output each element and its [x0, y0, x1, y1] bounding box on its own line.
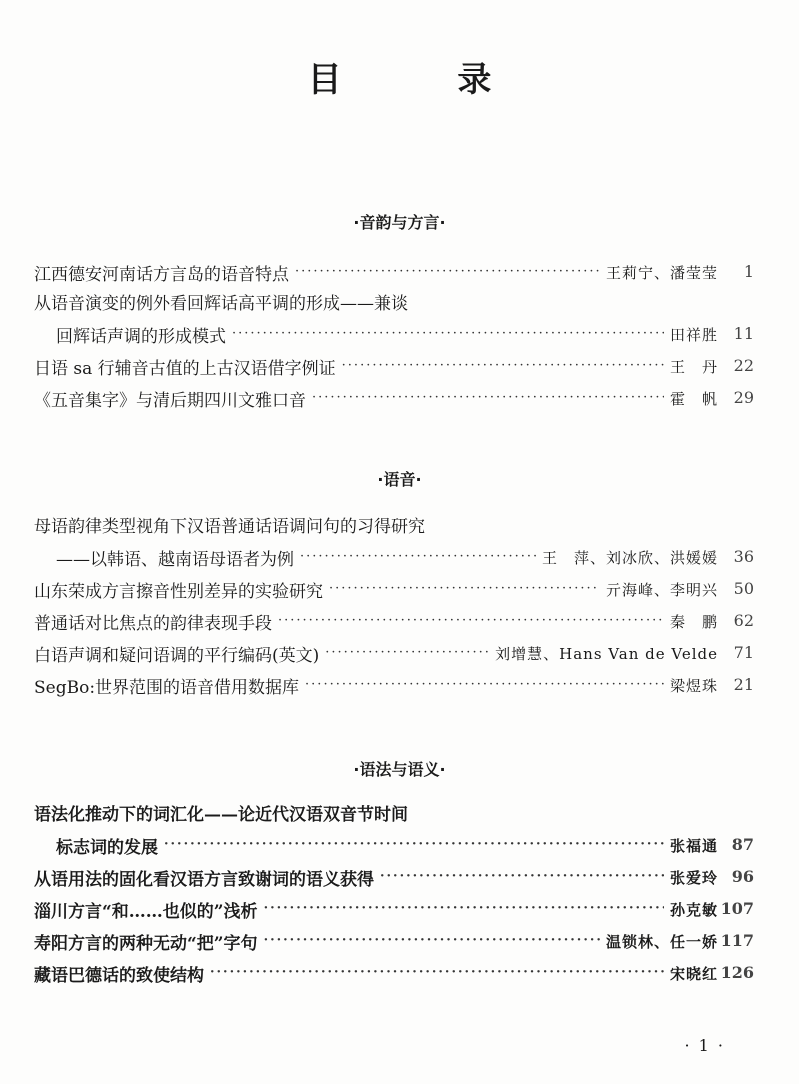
entry-author: 田祥胜 — [669, 325, 718, 344]
dot-leader — [300, 546, 536, 568]
entry-title: 语法化推动下的词汇化——论近代汉语双音节时间 — [34, 805, 408, 825]
dot-leader — [278, 610, 664, 632]
dot-leader — [329, 578, 600, 600]
dot-leader — [342, 355, 664, 377]
dot-leader — [325, 642, 489, 664]
toc-entry — [34, 930, 754, 962]
entry-page: 36 — [733, 547, 754, 566]
entry-author: 王莉宁、潘莹莹 — [605, 263, 718, 282]
entry-title: 白语声调和疑问语调的平行编码(英文) — [34, 645, 320, 666]
section-heading-phonology-dialects: ·音韵与方言· — [353, 213, 446, 232]
entry-title: 普通话对比焦点的韵律表现手段 — [34, 613, 272, 634]
toc-entry — [34, 355, 754, 387]
toc-section-1 — [34, 261, 754, 419]
entry-title: 山东荣成方言擦音性别差异的实验研究 — [34, 581, 323, 602]
section-heading-phonetics: ·语音· — [377, 470, 422, 489]
entry-page: 11 — [733, 324, 754, 343]
entry-author: 王 萍、刘冰欣、洪媛媛 — [541, 548, 718, 567]
entry-title: 母语韵律类型视角下汉语普通话语调问句的习得研究 — [34, 517, 425, 537]
entry-author: 亓海峰、李明兴 — [605, 580, 718, 599]
toc-entry — [34, 674, 754, 706]
entry-author: 梁煜珠 — [669, 676, 718, 695]
toc-entry — [34, 610, 754, 642]
dot-leader — [312, 387, 664, 409]
toc-entry — [34, 804, 754, 866]
toc-entry — [34, 898, 754, 930]
entry-title: 江西德安河南话方言岛的语音特点 — [34, 264, 289, 285]
entry-title: 《五音集字》与清后期四川文雅口音 — [34, 390, 306, 411]
entry-author: 张福通 — [669, 836, 718, 855]
entry-title: 藏语巴德话的致使结构 — [34, 965, 204, 986]
entry-page: 96 — [731, 867, 754, 886]
page-number: · 1 · — [684, 1036, 725, 1055]
entry-author: 孙克敏 — [669, 900, 718, 919]
toc-section-2 — [34, 516, 754, 706]
toc-section-3 — [34, 804, 754, 994]
entry-page: 126 — [720, 963, 754, 982]
toc-entry — [34, 261, 754, 293]
entry-page: 22 — [733, 356, 754, 375]
entry-title: 寿阳方言的两种无动“把”字句 — [34, 933, 258, 954]
entry-author: 秦 鹏 — [669, 612, 718, 631]
entry-page: 117 — [720, 931, 754, 950]
entry-author: 刘增慧、Hans Van de Velde — [495, 644, 718, 663]
entry-author: 温锁林、任一娇 — [605, 932, 718, 951]
dot-leader — [264, 898, 664, 920]
entry-title-continued: 回辉话声调的形成模式 — [56, 326, 226, 347]
dot-leader — [210, 962, 664, 984]
entry-page: 87 — [731, 835, 754, 854]
toc-entry — [34, 962, 754, 994]
dot-leader — [264, 930, 600, 952]
toc-entry — [34, 516, 754, 578]
entry-page: 1 — [743, 262, 754, 281]
dot-leader — [305, 674, 664, 696]
entry-page: 107 — [720, 899, 754, 918]
toc-entry — [34, 866, 754, 898]
toc-entry — [34, 293, 754, 355]
entry-title: 日语 sa 行辅音古值的上古汉语借字例证 — [34, 358, 336, 379]
page-title: 目 录 — [307, 60, 544, 100]
entry-title-continued: 标志词的发展 — [56, 837, 158, 858]
entry-page: 29 — [733, 388, 754, 407]
entry-title: 从语音演变的例外看回辉话高平调的形成——兼谈 — [34, 294, 408, 314]
dot-leader — [295, 261, 600, 283]
dot-leader — [164, 834, 664, 856]
entry-title-continued: ——以韩语、越南语母语者为例 — [56, 549, 294, 570]
entry-author: 张爱玲 — [669, 868, 718, 887]
entry-page: 21 — [733, 675, 754, 694]
entry-author: 王 丹 — [669, 357, 718, 376]
dot-leader — [232, 323, 664, 345]
section-heading-grammar-semantics: ·语法与语义· — [353, 760, 446, 779]
entry-author: 霍 帆 — [669, 389, 718, 408]
entry-title: SegBo:世界范围的语音借用数据库 — [34, 677, 300, 698]
entry-title: 从语用法的固化看汉语方言致谢词的语义获得 — [34, 869, 374, 890]
dot-leader — [380, 866, 664, 888]
toc-entry — [34, 387, 754, 419]
entry-author: 宋晓红 — [669, 964, 718, 983]
entry-title: 淄川方言“和……也似的”浅析 — [34, 901, 258, 922]
entry-page: 71 — [733, 643, 754, 662]
entry-page: 62 — [733, 611, 754, 630]
toc-entry — [34, 642, 754, 674]
toc-entry — [34, 578, 754, 610]
entry-page: 50 — [733, 579, 754, 598]
